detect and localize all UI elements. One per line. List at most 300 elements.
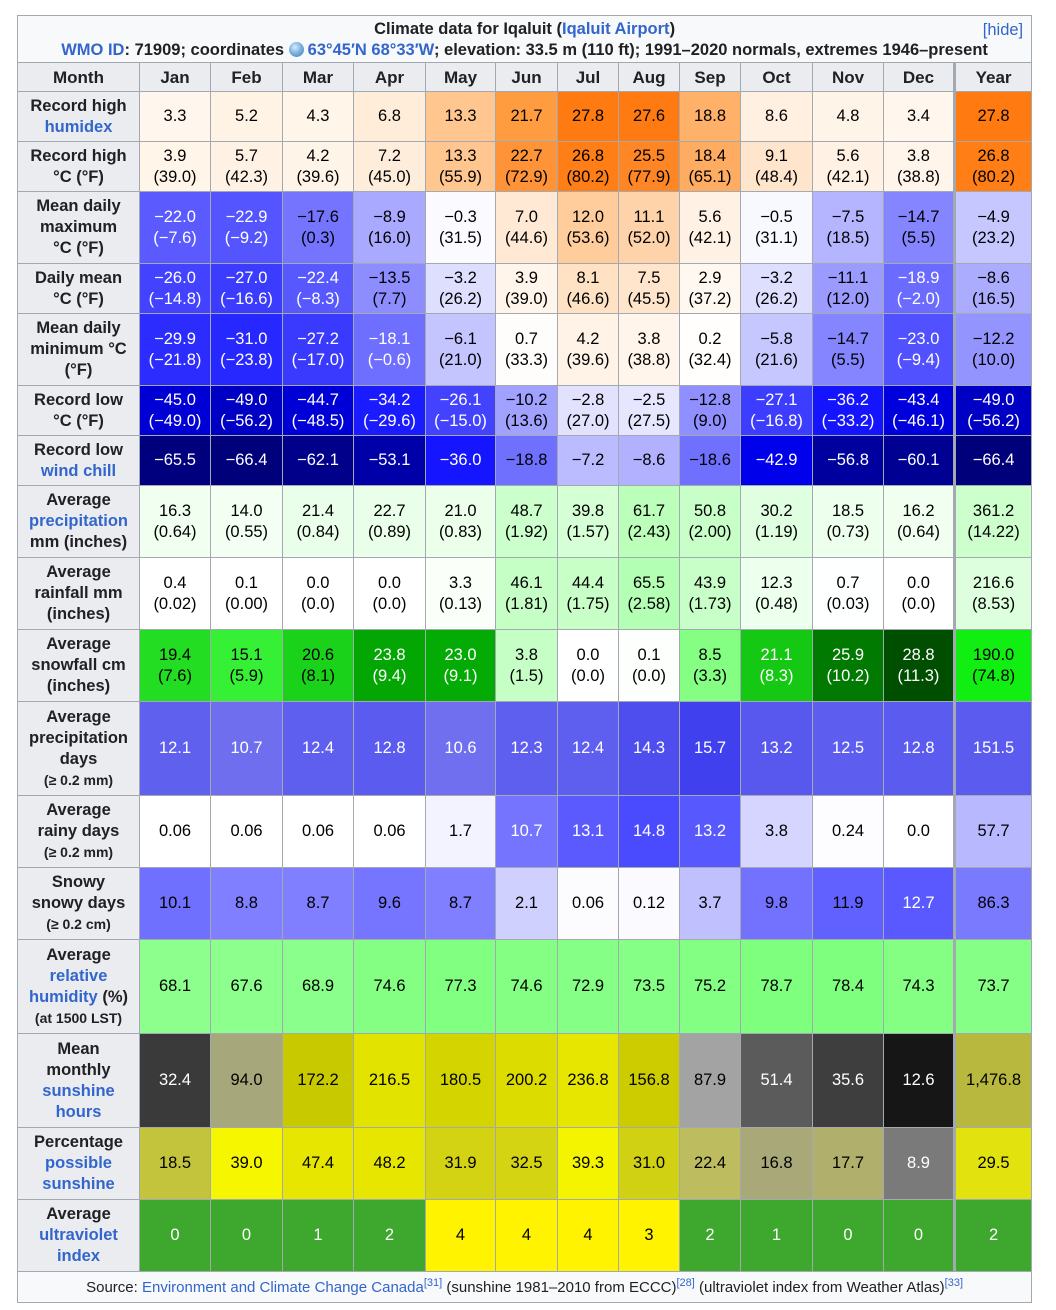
table-cell-jul — [558, 386, 619, 436]
row-label-line — [18, 945, 139, 966]
row-label-link[interactable]: sunshine — [42, 1175, 115, 1193]
table-cell-may — [426, 486, 496, 558]
cell-value: 0 — [241, 1226, 252, 1244]
cell-value: 32.5 — [510, 1154, 543, 1172]
table-cell-aug — [619, 314, 680, 386]
row-label-line — [18, 987, 139, 1008]
source-mid: (sunshine 1981–2010 from ECCC) — [442, 1278, 677, 1296]
caption-meta-line — [24, 40, 1025, 61]
cell-value: 10.6 — [444, 739, 477, 757]
row-label-text: Average — [46, 707, 111, 726]
cell-value-imperial: (45.0) — [367, 167, 412, 186]
cell-value: 73.7 — [977, 977, 1010, 995]
cell-value: 151.5 — [972, 739, 1015, 757]
table-caption — [18, 16, 1032, 63]
cell-value-imperial: (−7.6) — [153, 228, 197, 247]
cell-value-imperial: (46.6) — [566, 289, 610, 308]
ref-31-link[interactable]: [31] — [423, 1276, 443, 1289]
cell-value: 17.7 — [831, 1154, 865, 1172]
cell-value: 23.0 — [444, 645, 477, 664]
table-cell-nov — [813, 796, 884, 868]
cell-value: 0.4 — [163, 573, 187, 592]
cell-value: 39.8 — [571, 501, 605, 520]
cell-value: 43.9 — [693, 573, 727, 592]
cell-value-imperial: (0.48) — [754, 594, 799, 613]
cell-value: 31.9 — [444, 1154, 477, 1172]
table-cell-sep — [680, 630, 741, 702]
row-label-avg-snowy-days — [18, 868, 140, 940]
cell-value: −65.5 — [154, 451, 196, 469]
source-row — [18, 1272, 1032, 1303]
cell-value: −3.2 — [760, 268, 793, 287]
caption-title-prefix: Climate data for Iqaluit ( — [374, 20, 562, 38]
ref-28-link[interactable]: [28] — [676, 1276, 695, 1289]
cell-value: 3.8 — [515, 645, 538, 664]
table-cell-oct — [741, 92, 813, 142]
table-cell-mar — [283, 630, 354, 702]
table-cell-year — [955, 702, 1032, 796]
table-cell-sep — [680, 702, 741, 796]
row-label-record-high-humidex — [18, 92, 140, 142]
table-cell-feb — [211, 558, 283, 630]
table-cell-jan — [140, 1128, 211, 1200]
table-cell-dec — [884, 1200, 955, 1272]
table-cell-may — [426, 558, 496, 630]
table-cell-feb — [211, 796, 283, 868]
cell-value: 12.3 — [510, 739, 543, 757]
table-cell-mar — [283, 702, 354, 796]
cell-value-imperial: (33.3) — [504, 350, 549, 369]
table-cell-nov — [813, 868, 884, 940]
cell-value: 61.7 — [632, 501, 666, 520]
table-cell-apr — [354, 868, 426, 940]
cell-value: 12.0 — [571, 207, 605, 226]
table-row-avg-relative-humidity — [18, 940, 1032, 1034]
row-label-text: Record low — [34, 440, 123, 459]
cell-value-imperial: (0.0) — [632, 666, 666, 685]
row-label-text: °C (°F) — [53, 289, 104, 308]
iqaluit-airport-link[interactable]: Iqaluit Airport — [562, 20, 670, 38]
table-cell-year — [955, 630, 1032, 702]
table-row-daily-mean — [18, 264, 1032, 314]
table-cell-feb — [211, 1034, 283, 1128]
table-cell-feb — [211, 940, 283, 1034]
row-label-text: Average — [46, 635, 111, 653]
table-cell-may — [426, 142, 496, 192]
table-row-avg-rainy-days — [18, 796, 1032, 868]
table-cell-aug — [619, 192, 680, 264]
cell-value: 5.2 — [235, 107, 258, 125]
table-cell-jul — [558, 1128, 619, 1200]
cell-value: 19.4 — [158, 645, 192, 664]
table-cell-year — [955, 1200, 1032, 1272]
table-cell-apr — [354, 92, 426, 142]
cell-value-imperial: (0.84) — [296, 522, 340, 541]
table-cell-mar — [283, 558, 354, 630]
cell-value: −49.0 — [972, 390, 1015, 409]
cell-value: 74.6 — [510, 977, 543, 995]
cell-value: −5.8 — [760, 329, 793, 348]
cell-value: 0.06 — [571, 894, 605, 912]
cell-value-imperial: (42.1) — [826, 167, 870, 186]
table-cell-sep — [680, 142, 741, 192]
table-cell-aug — [619, 1128, 680, 1200]
cell-value-imperial: (65.1) — [688, 167, 732, 186]
row-label-text: (at 1500 LST) — [34, 1009, 123, 1026]
table-cell-may — [426, 796, 496, 868]
cell-value: 67.6 — [230, 977, 263, 995]
table-cell-year — [955, 92, 1032, 142]
cell-value-imperial: (72.9) — [504, 167, 549, 186]
cell-value: 361.2 — [972, 501, 1015, 520]
table-cell-apr — [354, 486, 426, 558]
table-cell-may — [426, 940, 496, 1034]
table-cell-feb — [211, 702, 283, 796]
cell-value: −18.6 — [689, 451, 731, 469]
table-cell-may — [426, 386, 496, 436]
cell-value: 13.1 — [571, 822, 605, 840]
cell-value: 2 — [988, 1226, 999, 1244]
cell-value: 5.6 — [698, 207, 722, 226]
cell-value: −8.6 — [632, 451, 666, 469]
cell-value: −27.2 — [297, 329, 339, 348]
cell-value: −66.4 — [972, 451, 1015, 469]
cell-value-imperial: (−16.6) — [220, 289, 273, 308]
table-cell-year — [955, 868, 1032, 940]
cell-value: 8.9 — [907, 1154, 930, 1172]
row-label-avg-relative-humidity — [18, 940, 140, 1034]
table-cell-nov — [813, 142, 884, 192]
table-cell-year — [955, 1034, 1032, 1128]
cell-value: 0 — [843, 1226, 853, 1244]
cell-value-imperial: (31.5) — [438, 228, 483, 247]
cell-value: −42.9 — [755, 451, 798, 469]
cell-value-imperial: (1.92) — [504, 522, 549, 541]
row-label-link[interactable]: sunshine — [42, 1081, 115, 1100]
month-header-apr: Apr — [354, 63, 426, 92]
table-cell-sep — [680, 868, 741, 940]
row-label-text: °C (°F) — [53, 167, 104, 186]
cell-value: 4 — [521, 1226, 532, 1244]
row-label-link[interactable]: index — [56, 1247, 101, 1265]
table-cell-dec — [884, 796, 955, 868]
table-caption-row — [18, 16, 1032, 63]
cell-value: −43.4 — [897, 390, 940, 409]
cell-value: 5.6 — [836, 146, 860, 165]
table-cell-mar — [283, 192, 354, 264]
wmo-id-link[interactable]: WMO ID — [61, 41, 125, 59]
cell-value-imperial: (77.9) — [627, 167, 671, 186]
ref-33-link[interactable]: [33] — [944, 1276, 964, 1289]
cell-value: −14.7 — [827, 329, 869, 348]
cell-value: −27.0 — [225, 268, 268, 287]
row-label-link[interactable]: precipitation — [28, 512, 128, 530]
cell-value: 3.3 — [163, 107, 187, 125]
cell-value: 0.06 — [158, 822, 192, 840]
source-cell — [18, 1272, 1032, 1303]
table-cell-mar — [283, 1200, 354, 1272]
cell-value-imperial: (8.3) — [759, 666, 794, 685]
table-cell-aug — [619, 1034, 680, 1128]
table-cell-oct — [741, 702, 813, 796]
row-label-percent-possible-sunshine — [18, 1128, 140, 1200]
table-cell-apr — [354, 1128, 426, 1200]
table-cell-nov — [813, 264, 884, 314]
cell-value: 0.06 — [230, 822, 263, 840]
row-label-line — [18, 914, 139, 935]
table-cell-mar — [283, 142, 354, 192]
row-label-line — [18, 390, 139, 411]
cell-value: 75.2 — [693, 977, 727, 995]
table-cell-may — [426, 92, 496, 142]
table-cell-jul — [558, 868, 619, 940]
row-label-line — [18, 167, 139, 188]
cell-value: 27.6 — [632, 107, 666, 125]
table-cell-jan — [140, 1200, 211, 1272]
row-label-link[interactable]: possible — [45, 1154, 112, 1172]
cell-value-imperial: (39.6) — [296, 167, 340, 186]
cell-value: 20.6 — [301, 645, 335, 664]
row-label-line — [18, 268, 139, 289]
cell-value: −66.4 — [225, 451, 268, 469]
table-cell-aug — [619, 558, 680, 630]
source-tail: (ultraviolet index from Weather Atlas) — [694, 1278, 945, 1296]
row-label-line — [18, 1225, 139, 1246]
table-cell-oct — [741, 868, 813, 940]
table-cell-nov — [813, 92, 884, 142]
cell-value-imperial: (−56.2) — [967, 411, 1020, 430]
hide-label[interactable]: [hide] — [982, 21, 1024, 39]
cell-value: 0.7 — [515, 329, 538, 348]
row-label-line — [18, 461, 139, 482]
globe-icon — [289, 42, 304, 57]
table-cell-dec — [884, 486, 955, 558]
table-cell-year — [955, 314, 1032, 386]
table-cell-jun — [496, 868, 558, 940]
cell-value: −26.0 — [154, 268, 196, 287]
table-cell-mar — [283, 314, 354, 386]
cell-value-imperial: (38.8) — [896, 167, 941, 186]
table-cell-jan — [140, 486, 211, 558]
cell-value: 180.5 — [439, 1071, 482, 1089]
table-cell-sep — [680, 940, 741, 1034]
climate-table — [17, 15, 1032, 1303]
cell-value: 8.8 — [235, 894, 258, 912]
cell-value: 10.1 — [158, 894, 192, 912]
cell-value: −7.2 — [571, 451, 605, 469]
table-cell-may — [426, 192, 496, 264]
table-cell-apr — [354, 558, 426, 630]
row-label-text: (inches) — [46, 677, 111, 695]
cell-value: 48.2 — [373, 1154, 406, 1172]
cell-value-imperial: (52.0) — [627, 228, 671, 247]
row-label-text: Snowy — [51, 873, 106, 891]
cell-value: 26.8 — [977, 146, 1010, 165]
row-label-line — [18, 676, 139, 697]
table-cell-jun — [496, 92, 558, 142]
row-label-text: Mean daily — [36, 319, 121, 337]
table-cell-feb — [211, 1200, 283, 1272]
cell-value: 0.0 — [907, 822, 930, 840]
table-cell-sep — [680, 796, 741, 868]
table-cell-apr — [354, 314, 426, 386]
table-cell-apr — [354, 940, 426, 1034]
row-label-text: Average — [46, 563, 111, 581]
cell-value: 4.8 — [836, 107, 860, 125]
table-cell-jan — [140, 630, 211, 702]
cell-value-imperial: (26.2) — [754, 289, 799, 308]
cell-value: 7.0 — [515, 207, 538, 226]
table-cell-nov — [813, 1200, 884, 1272]
table-cell-jan — [140, 142, 211, 192]
cell-value: −17.6 — [297, 207, 339, 226]
cell-value: 8.1 — [576, 268, 600, 287]
table-cell-year — [955, 192, 1032, 264]
cell-value-imperial: (0.03) — [826, 594, 870, 613]
table-cell-dec — [884, 1034, 955, 1128]
cell-value: 2 — [705, 1226, 715, 1244]
table-cell-mar — [283, 92, 354, 142]
cell-value: 30.2 — [760, 501, 793, 520]
row-label-text: (≥ 0.2 mm) — [43, 771, 114, 788]
hide-toggle-button[interactable] — [983, 20, 1023, 41]
cell-value: −13.5 — [368, 268, 411, 287]
row-label-line — [18, 800, 139, 821]
table-cell-aug — [619, 940, 680, 1034]
table-cell-jul — [558, 192, 619, 264]
table-cell-sep — [680, 192, 741, 264]
cell-value: 31.0 — [632, 1154, 666, 1172]
cell-value: 4.2 — [306, 146, 330, 165]
cell-value: 74.6 — [373, 977, 406, 995]
cell-value: 1.7 — [449, 822, 472, 840]
cell-value: −2.5 — [632, 390, 666, 409]
table-cell-may — [426, 436, 496, 486]
cell-value: −11.1 — [827, 268, 869, 287]
cell-value: 65.5 — [632, 573, 666, 592]
cell-value-imperial: (0.00) — [224, 594, 269, 613]
table-cell-jul — [558, 436, 619, 486]
row-label-avg-snowfall — [18, 630, 140, 702]
row-label-line — [18, 1132, 139, 1153]
table-cell-aug — [619, 868, 680, 940]
table-cell-may — [426, 314, 496, 386]
cell-value: −4.9 — [977, 207, 1010, 226]
table-cell-year — [955, 386, 1032, 436]
cell-value: −6.1 — [444, 329, 477, 348]
table-cell-jan — [140, 264, 211, 314]
row-label-link[interactable]: humidex — [44, 117, 113, 136]
table-cell-feb — [211, 1128, 283, 1200]
cell-value: −36.2 — [827, 390, 869, 409]
cell-value: 16.8 — [760, 1154, 793, 1172]
cell-value: 74.3 — [902, 977, 935, 995]
table-cell-oct — [741, 1200, 813, 1272]
cell-value: 10.7 — [510, 822, 543, 840]
table-cell-jul — [558, 142, 619, 192]
cell-value-imperial: (42.3) — [224, 167, 269, 186]
row-label-link[interactable]: ultraviolet — [39, 1226, 118, 1244]
table-cell-year — [955, 558, 1032, 630]
cell-value-imperial: (−15.0) — [434, 411, 487, 430]
row-label-line — [18, 562, 139, 583]
table-cell-jun — [496, 386, 558, 436]
row-label-link[interactable]: relative — [49, 966, 108, 985]
caption-meta-rest: ; elevation: 33.5 m (110 ft); 1991–2020 normals, extremes 1946–present — [433, 41, 988, 59]
table-cell-apr — [354, 630, 426, 702]
cell-value: 12.5 — [831, 739, 865, 757]
table-cell-apr — [354, 386, 426, 436]
row-label-avg-precipitation — [18, 486, 140, 558]
coordinates-link[interactable]: 63°45′N 68°33′W — [307, 41, 434, 59]
row-label-line — [18, 1008, 139, 1029]
cell-value: 16.2 — [902, 501, 935, 520]
row-label-text: (inches) — [46, 605, 111, 623]
cell-value: 77.3 — [444, 977, 477, 995]
cell-value: 18.5 — [158, 1154, 192, 1172]
cell-value-imperial: (26.2) — [438, 289, 483, 308]
cell-value-imperial: (11.3) — [897, 666, 940, 685]
eccc-source-link[interactable]: Environment and Climate Change Canada — [141, 1278, 424, 1296]
table-cell-nov — [813, 486, 884, 558]
table-cell-nov — [813, 630, 884, 702]
row-label-line — [18, 146, 139, 167]
cell-value: 172.2 — [297, 1071, 339, 1089]
cell-value: 21.1 — [760, 645, 793, 664]
cell-value: 29.5 — [977, 1154, 1010, 1172]
cell-value-imperial: (0.64) — [153, 522, 197, 541]
row-label-line — [18, 490, 139, 511]
row-label-link[interactable]: wind chill — [40, 461, 117, 480]
row-label-link[interactable]: hours — [55, 1102, 102, 1121]
table-row-avg-uv-index — [18, 1200, 1032, 1272]
table-cell-nov — [813, 386, 884, 436]
table-cell-dec — [884, 192, 955, 264]
row-label-line — [18, 532, 139, 553]
table-cell-jan — [140, 558, 211, 630]
table-cell-jan — [140, 92, 211, 142]
climate-box — [17, 15, 1031, 1303]
table-cell-year — [955, 264, 1032, 314]
cell-value: 0 — [170, 1226, 180, 1244]
cell-value: 9.1 — [765, 146, 788, 165]
table-cell-may — [426, 630, 496, 702]
row-label-link[interactable]: humidity — [28, 987, 98, 1006]
cell-value: 14.8 — [632, 822, 666, 840]
table-cell-aug — [619, 702, 680, 796]
cell-value-imperial: (0.0) — [901, 594, 936, 613]
row-label-line — [18, 966, 139, 987]
cell-value: 26.8 — [571, 146, 605, 165]
cell-value-imperial: (10.0) — [972, 350, 1016, 369]
table-cell-sep — [680, 558, 741, 630]
cell-value-imperial: (−8.3) — [296, 289, 340, 308]
cell-value-imperial: (8.53) — [972, 594, 1016, 613]
cell-value-imperial: (9.1) — [443, 666, 478, 685]
cell-value: 13.3 — [444, 107, 477, 125]
cell-value-imperial: (0.0) — [301, 594, 335, 613]
row-label-mean-daily-max — [18, 192, 140, 264]
cell-value: 13.3 — [444, 146, 477, 165]
row-label-line — [18, 1246, 139, 1267]
cell-value-imperial: (−46.1) — [892, 411, 945, 430]
table-cell-jan — [140, 702, 211, 796]
cell-value: 11.1 — [633, 207, 665, 226]
cell-value-imperial: (1.19) — [754, 522, 799, 541]
row-label-text: snowfall cm — [31, 656, 126, 674]
cell-value: −18.1 — [368, 329, 411, 348]
row-label-text: Mean — [57, 1039, 100, 1058]
